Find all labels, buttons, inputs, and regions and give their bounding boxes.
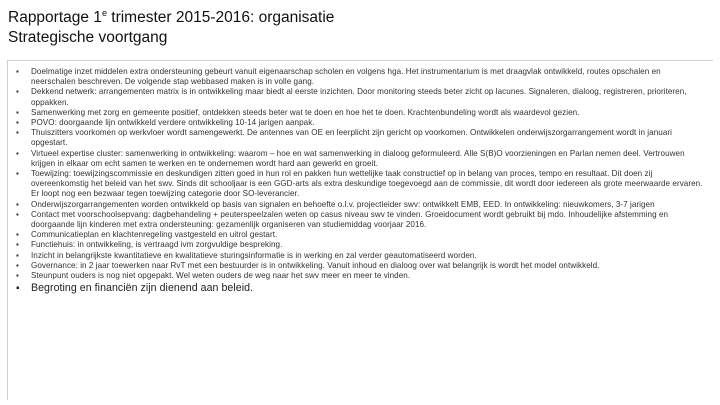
bullet-icon: ▪ [16, 87, 19, 97]
title-line-1 [8, 8, 334, 28]
bullet-item [14, 118, 707, 128]
bullet-item [14, 282, 707, 295]
bullet-item [14, 261, 707, 271]
bullet-text: Inzicht in belangrijkste kwantitatieve en kwalitatieve sturingsinformatie is in werking en zal verder geautomatiseerd worden. [31, 250, 477, 260]
bullet-item [14, 67, 707, 87]
bullet-item [14, 271, 707, 281]
title-text-part: Rapportage 1 [8, 9, 102, 26]
bullet-text: Virtueel expertise cluster: samenwerking in ontwikkeling: waarom – hoe en wat samenwerking in dialoog geformuleerd. Alle S(B)O voorzieningen en Parlan nemen deel. Vertrouwen krijgen in elkaar om echt samen te werken en te ondernemen wordt hard aan gewerkt en groeit. [31, 148, 685, 168]
bullet-text: Doelmatige inzet middelen extra ondersteuning gebeurt vanuit eigenaarschap scholen en volgens hga. Het instrumentarium is met draagvlak ontwikkeld, routes opschalen en neerschalen beschreven. De volgende stap webbased maken is in volle gang. [31, 67, 661, 87]
bullet-icon: ▪ [16, 67, 19, 76]
bullet-list [14, 67, 707, 295]
bullet-icon: ▪ [16, 199, 19, 209]
title-line-2: Strategische voortgang [8, 29, 168, 46]
bullet-item [14, 230, 707, 240]
bullet-icon: ▪ [16, 250, 19, 260]
bullet-text: Governance: in 2 jaar toewerken naar RvT met een bestuurder is in ontwikkeling. Vanuit inhoud en dialoog over wat belangrijk is wordt het model ontwikkeld. [31, 260, 600, 270]
bullet-item [14, 210, 707, 230]
bullet-icon: ▪ [16, 271, 19, 281]
bullet-item [14, 87, 707, 107]
bullet-icon: ▪ [16, 148, 19, 158]
bullet-item [14, 251, 707, 261]
bullet-text: Begroting en financiën zijn dienend aan beleid. [31, 282, 254, 295]
bullet-icon: ▪ [16, 260, 19, 270]
bullet-text: Onderwijszorgarrangementen worden ontwikkeld op basis van signalen en behoefte o.l.v. projectleider swv: ontwikkelt EMB, EED. In ontwikkeling: nieuwkomers, 3-7 jarigen [31, 199, 655, 209]
bullet-text: Functiehuis: in ontwikkeling, is vertraagd ivm zorgvuldige bespreking. [31, 240, 283, 250]
bullet-text: POVO: doorgaande lijn ontwikkeld verdere ontwikkeling 10-14 jarigen aanpak. [31, 118, 315, 128]
bullet-icon: ▪ [16, 240, 19, 250]
bullet-item [14, 149, 707, 169]
bullet-icon: ▪ [16, 128, 19, 138]
title-text-part: trimester 2015-2016: organisatie [106, 9, 335, 26]
bullet-item [14, 240, 707, 250]
bullet-text: Contact met voorschoolsepvang: dagbehandeling + peuterspeelzalen weten op casus niveau swv te vinden. Groeidocument wordt gebruikt bij mdo. Inhoudelijke afstemming en doorgaande lijn kinderen met extra ondersteuning: gezamenlijk organiseren van studiemiddag voorjaar 2016. [31, 209, 669, 230]
bullet-icon: ▪ [16, 107, 19, 117]
bullet-icon: ▪ [16, 118, 19, 128]
slide-title [8, 8, 334, 48]
content-panel [7, 60, 713, 400]
bullet-text: Samenwerking met zorg en gemeente positief, ontdekken steeds beter wat te doen en hoe het te doen. Krachtenbundeling wordt als waardevol gezien. [31, 107, 580, 117]
bullet-text: Steunpunt ouders is nog niet opgepakt. Wel weten ouders de weg naar het swv meer en meer te vinden. [31, 271, 411, 281]
bullet-icon: ▪ [16, 169, 19, 179]
bullet-text: Toewijzing: toewijzingscommissie en deskundigen zitten goed in hun rol en pakken hun wettelijke taak constructief op in belang van proces, tempo en resultaat. Dit doen zij overeenkomstig het beleid van het swv. Sinds dit schooljaar is een GGD-arts als extra deskundige toegevoegd aan de commissie, dit wordt door iedereen als grote meerwaarde ervaren. Er loopt nog een bezwaar tegen toewijzing categorie door SO-leverancier. [31, 169, 703, 199]
bullet-item [14, 128, 707, 148]
bullet-text: Thuiszitters voorkomen op werkvloer wordt samengewerkt. De antennes van OE en leerplicht zijn gericht op voorkomen. Ontwikkelen onderwijszorgarrangement wordt in januari opgestart. [31, 128, 672, 148]
bullet-icon: ▪ [16, 209, 19, 219]
bullet-text: Communicatieplan en klachtenregeling vastgesteld en uitrol gestart. [31, 230, 278, 240]
bullet-icon: ▪ [16, 283, 20, 295]
bullet-icon: ▪ [16, 230, 19, 240]
bullet-item [14, 169, 707, 200]
title-superscript: e [101, 8, 107, 18]
bullet-item [14, 200, 707, 210]
bullet-text: Dekkend netwerk: arrangementen matrix is in ontwikkeling maar biedt al eerste inzichten. Door monitoring steeds beter zicht op lacunes. Signaleren, dialoog, registreren, prioriteren, oppakken. [31, 87, 687, 107]
bullet-item [14, 108, 707, 118]
